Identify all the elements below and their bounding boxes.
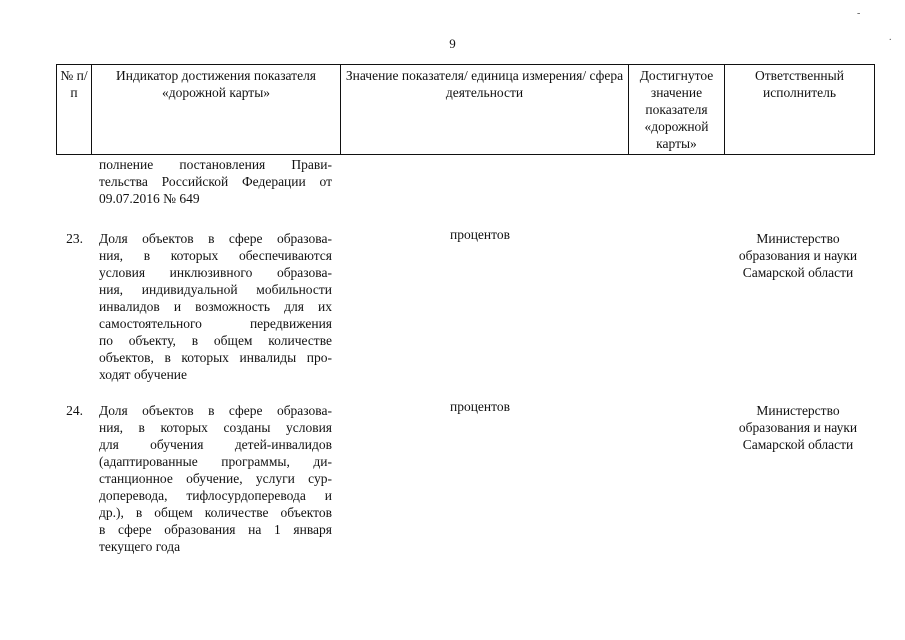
row-executor xyxy=(723,230,873,281)
row-number: 23. xyxy=(66,231,83,246)
executor-line: образования и науки xyxy=(738,248,858,263)
page-number: 9 xyxy=(449,36,456,51)
header-number: № п/п xyxy=(57,65,92,155)
table-header xyxy=(56,64,875,155)
continuation-indicator xyxy=(99,156,332,207)
indicator-line: 09.07.2016 № 649 xyxy=(99,191,200,206)
row-unit: процентов xyxy=(449,399,510,414)
indicator-line: доперевода, тифлосурдоперевода и xyxy=(99,488,332,503)
row-number: 24. xyxy=(66,403,83,418)
corner-mark: . xyxy=(889,32,892,43)
indicator-line: Доля объектов в сфере образова- xyxy=(99,231,332,246)
indicator-line: для обучения детей-инвалидов xyxy=(99,437,332,452)
executor-line: образования и науки xyxy=(738,420,858,435)
indicator-line: по объекту, в общем количестве xyxy=(99,333,332,348)
indicator-line: текущего года xyxy=(99,539,181,554)
executor-line: Министерство xyxy=(756,231,840,246)
indicator-line: ходят обучение xyxy=(99,367,188,382)
row-indicator xyxy=(99,230,332,383)
indicator-line: тельства Российской Федерации от xyxy=(99,174,332,189)
indicator-line: самостоятельного передвижения xyxy=(99,316,332,331)
executor-line: Самарской области xyxy=(742,265,854,280)
indicator-line: Доля объектов в сфере образова- xyxy=(99,403,332,418)
header-indicator: Индикатор достижения показателя «дорожной карты» xyxy=(92,65,341,155)
indicator-line: полнение постановления Прави- xyxy=(99,157,332,172)
executor-line: Министерство xyxy=(756,403,840,418)
indicator-line: инвалидов и возможность для их xyxy=(99,299,332,314)
indicator-line: ния, в которых обеспечиваются xyxy=(99,248,332,263)
indicator-line: условия инклюзивного образова- xyxy=(99,265,332,280)
row-unit: процентов xyxy=(449,227,510,242)
row-indicator xyxy=(99,402,332,555)
header-achieved: Достигнутое значение показателя «дорожной карты» xyxy=(629,65,725,155)
indicator-line: др.), в общем количестве объектов xyxy=(99,505,332,520)
executor-line: Самарской области xyxy=(742,437,854,452)
corner-mark: - xyxy=(857,8,861,19)
indicator-line: объектов, в которых инвалиды про- xyxy=(99,350,332,365)
header-value-unit: Значение показателя/ единица измерения/ сфера деятельности xyxy=(341,65,629,155)
indicator-line: станционное обучение, услуги сур- xyxy=(99,471,332,486)
indicator-line: ния, в которых созданы условия xyxy=(99,420,332,435)
indicator-line: ния, индивидуальной мобильности xyxy=(99,282,332,297)
row-executor xyxy=(723,402,873,453)
indicator-line: в сфере образования на 1 января xyxy=(99,522,332,537)
indicator-line: (адаптированные программы, ди- xyxy=(99,454,332,469)
header-executor: Ответственный исполнитель xyxy=(725,65,875,155)
